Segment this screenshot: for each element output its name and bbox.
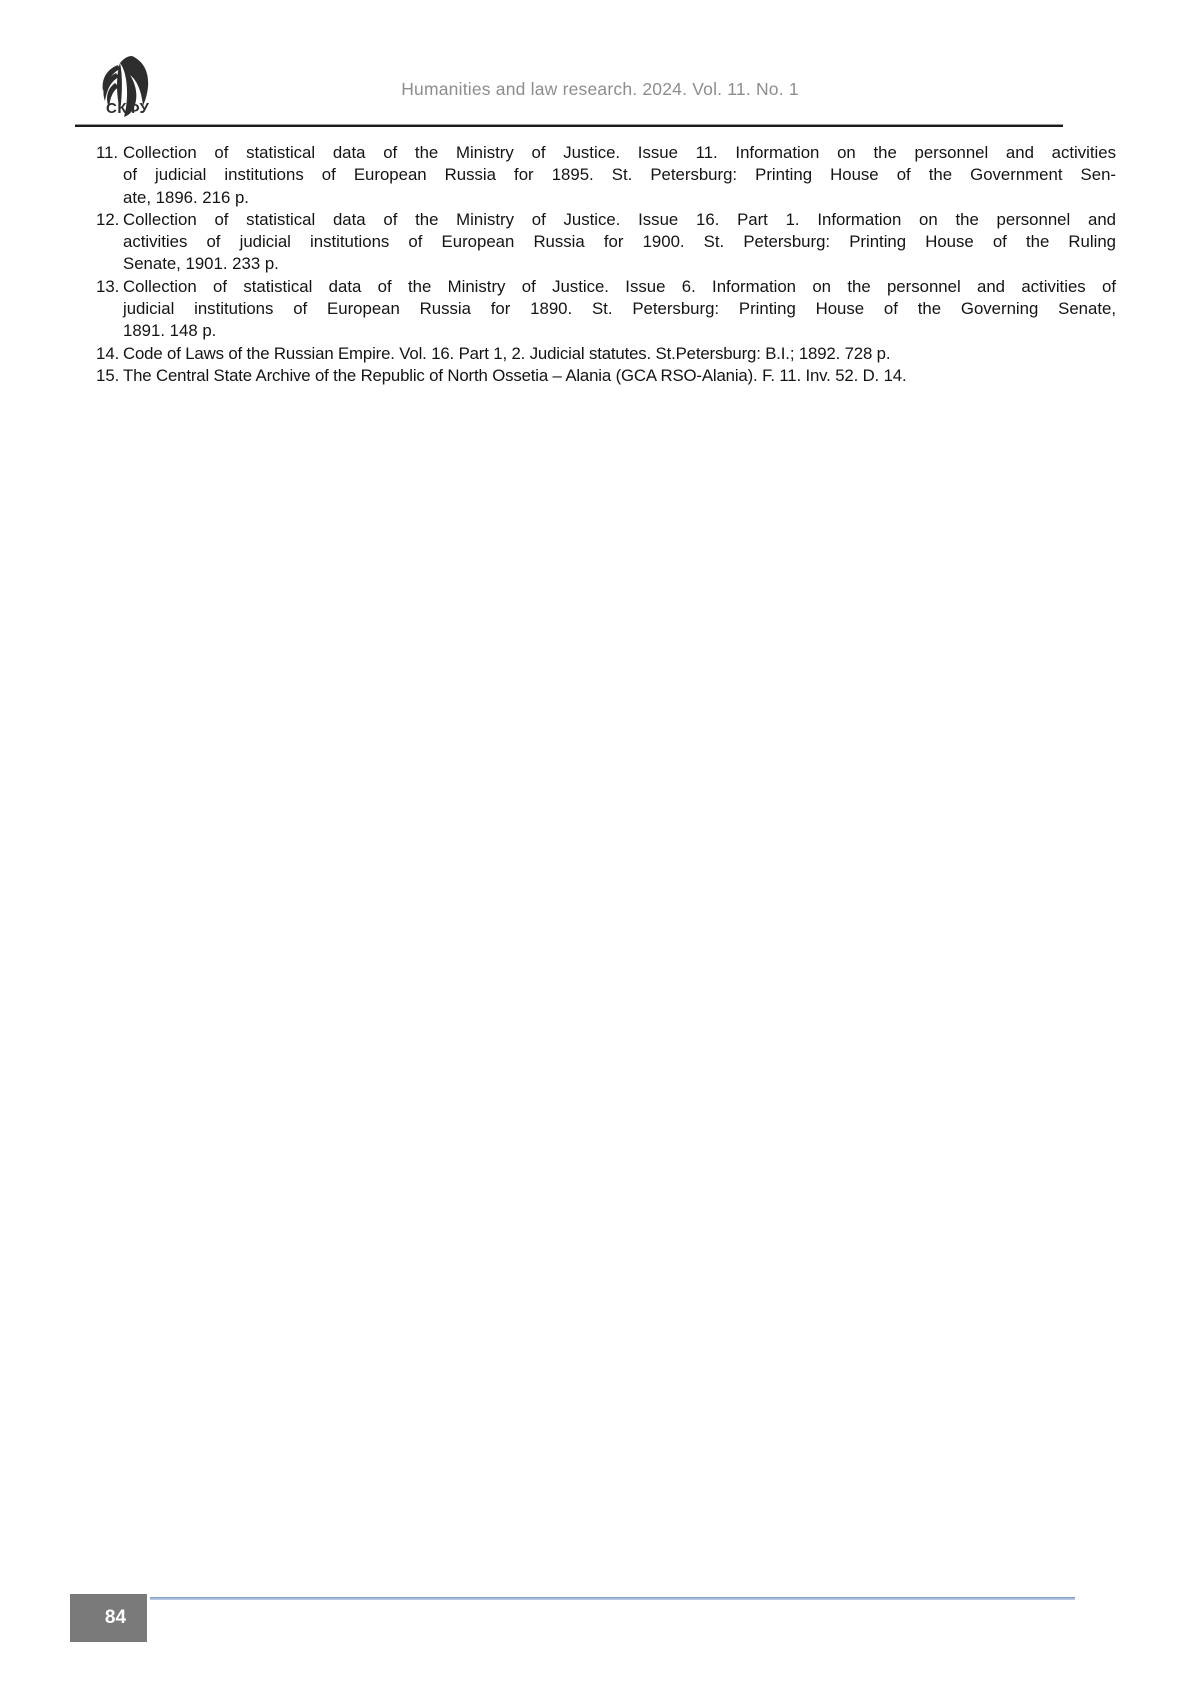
reference-item-14 [96,343,1116,365]
reference-line: judicial institutions of European Russia for 1890. St. Petersburg: Printing House of the Governing Senate, [123,299,1116,319]
reference-number: 11. [96,143,119,162]
footer-rule [150,1597,1075,1600]
reference-item-11 [96,142,1116,209]
reference-text [123,142,1116,209]
reference-number: 13. [96,276,120,296]
reference-number: 15. [96,365,120,385]
reference-text [123,276,1116,343]
reference-line: ate, 1896. 216 p. [123,187,249,207]
reference-item-15 [96,365,1116,387]
reference-item-12 [96,209,1116,276]
reference-number: 12. [96,209,120,229]
page-number: 84 [104,1607,127,1628]
reference-line: Collection of statistical data of the Ministry of Justice. Issue 11. Information on the personnel and activities [123,143,1116,162]
reference-line: Collection of statistical data of the Ministry of Justice. Issue 16. Part 1. Information on the personnel and [123,209,1116,229]
reference-line: Collection of statistical data of the Ministry of Justice. Issue 6. Information on the personnel and activities of [123,276,1116,296]
reference-line: The Central State Archive of the Republic of North Ossetia – Alania (GCA RSO-Alania). F. 11. Inv. 52. D. 14. [123,365,907,385]
reference-item-13 [96,276,1116,343]
reference-text [123,209,1116,276]
reference-line: of judicial institutions of European Russia for 1895. St. Petersburg: Printing House of the Government Sen- [123,165,1116,185]
reference-line: Code of Laws of the Russian Empire. Vol. 16. Part 1, 2. Judicial statutes. St.Petersburg: B.I.; 1892. 728 p. [123,343,891,363]
reference-text [123,365,1116,387]
reference-line: 1891. 148 p. [123,321,217,341]
page-number-badge [70,1594,147,1642]
journal-header-title: Humanities and law research. 2024. Vol. 11. No. 1 [401,79,799,99]
reference-line: activities of judicial institutions of European Russia for 1900. St. Petersburg: Printing House of the Ruling [123,232,1116,252]
reference-number: 14. [96,343,120,363]
skfu-logo-label: СКФУ [106,100,150,117]
header-rule [75,124,1063,127]
reference-text [123,343,1116,365]
reference-line: Senate, 1901. 233 p. [123,254,279,274]
references-list [96,142,1116,387]
